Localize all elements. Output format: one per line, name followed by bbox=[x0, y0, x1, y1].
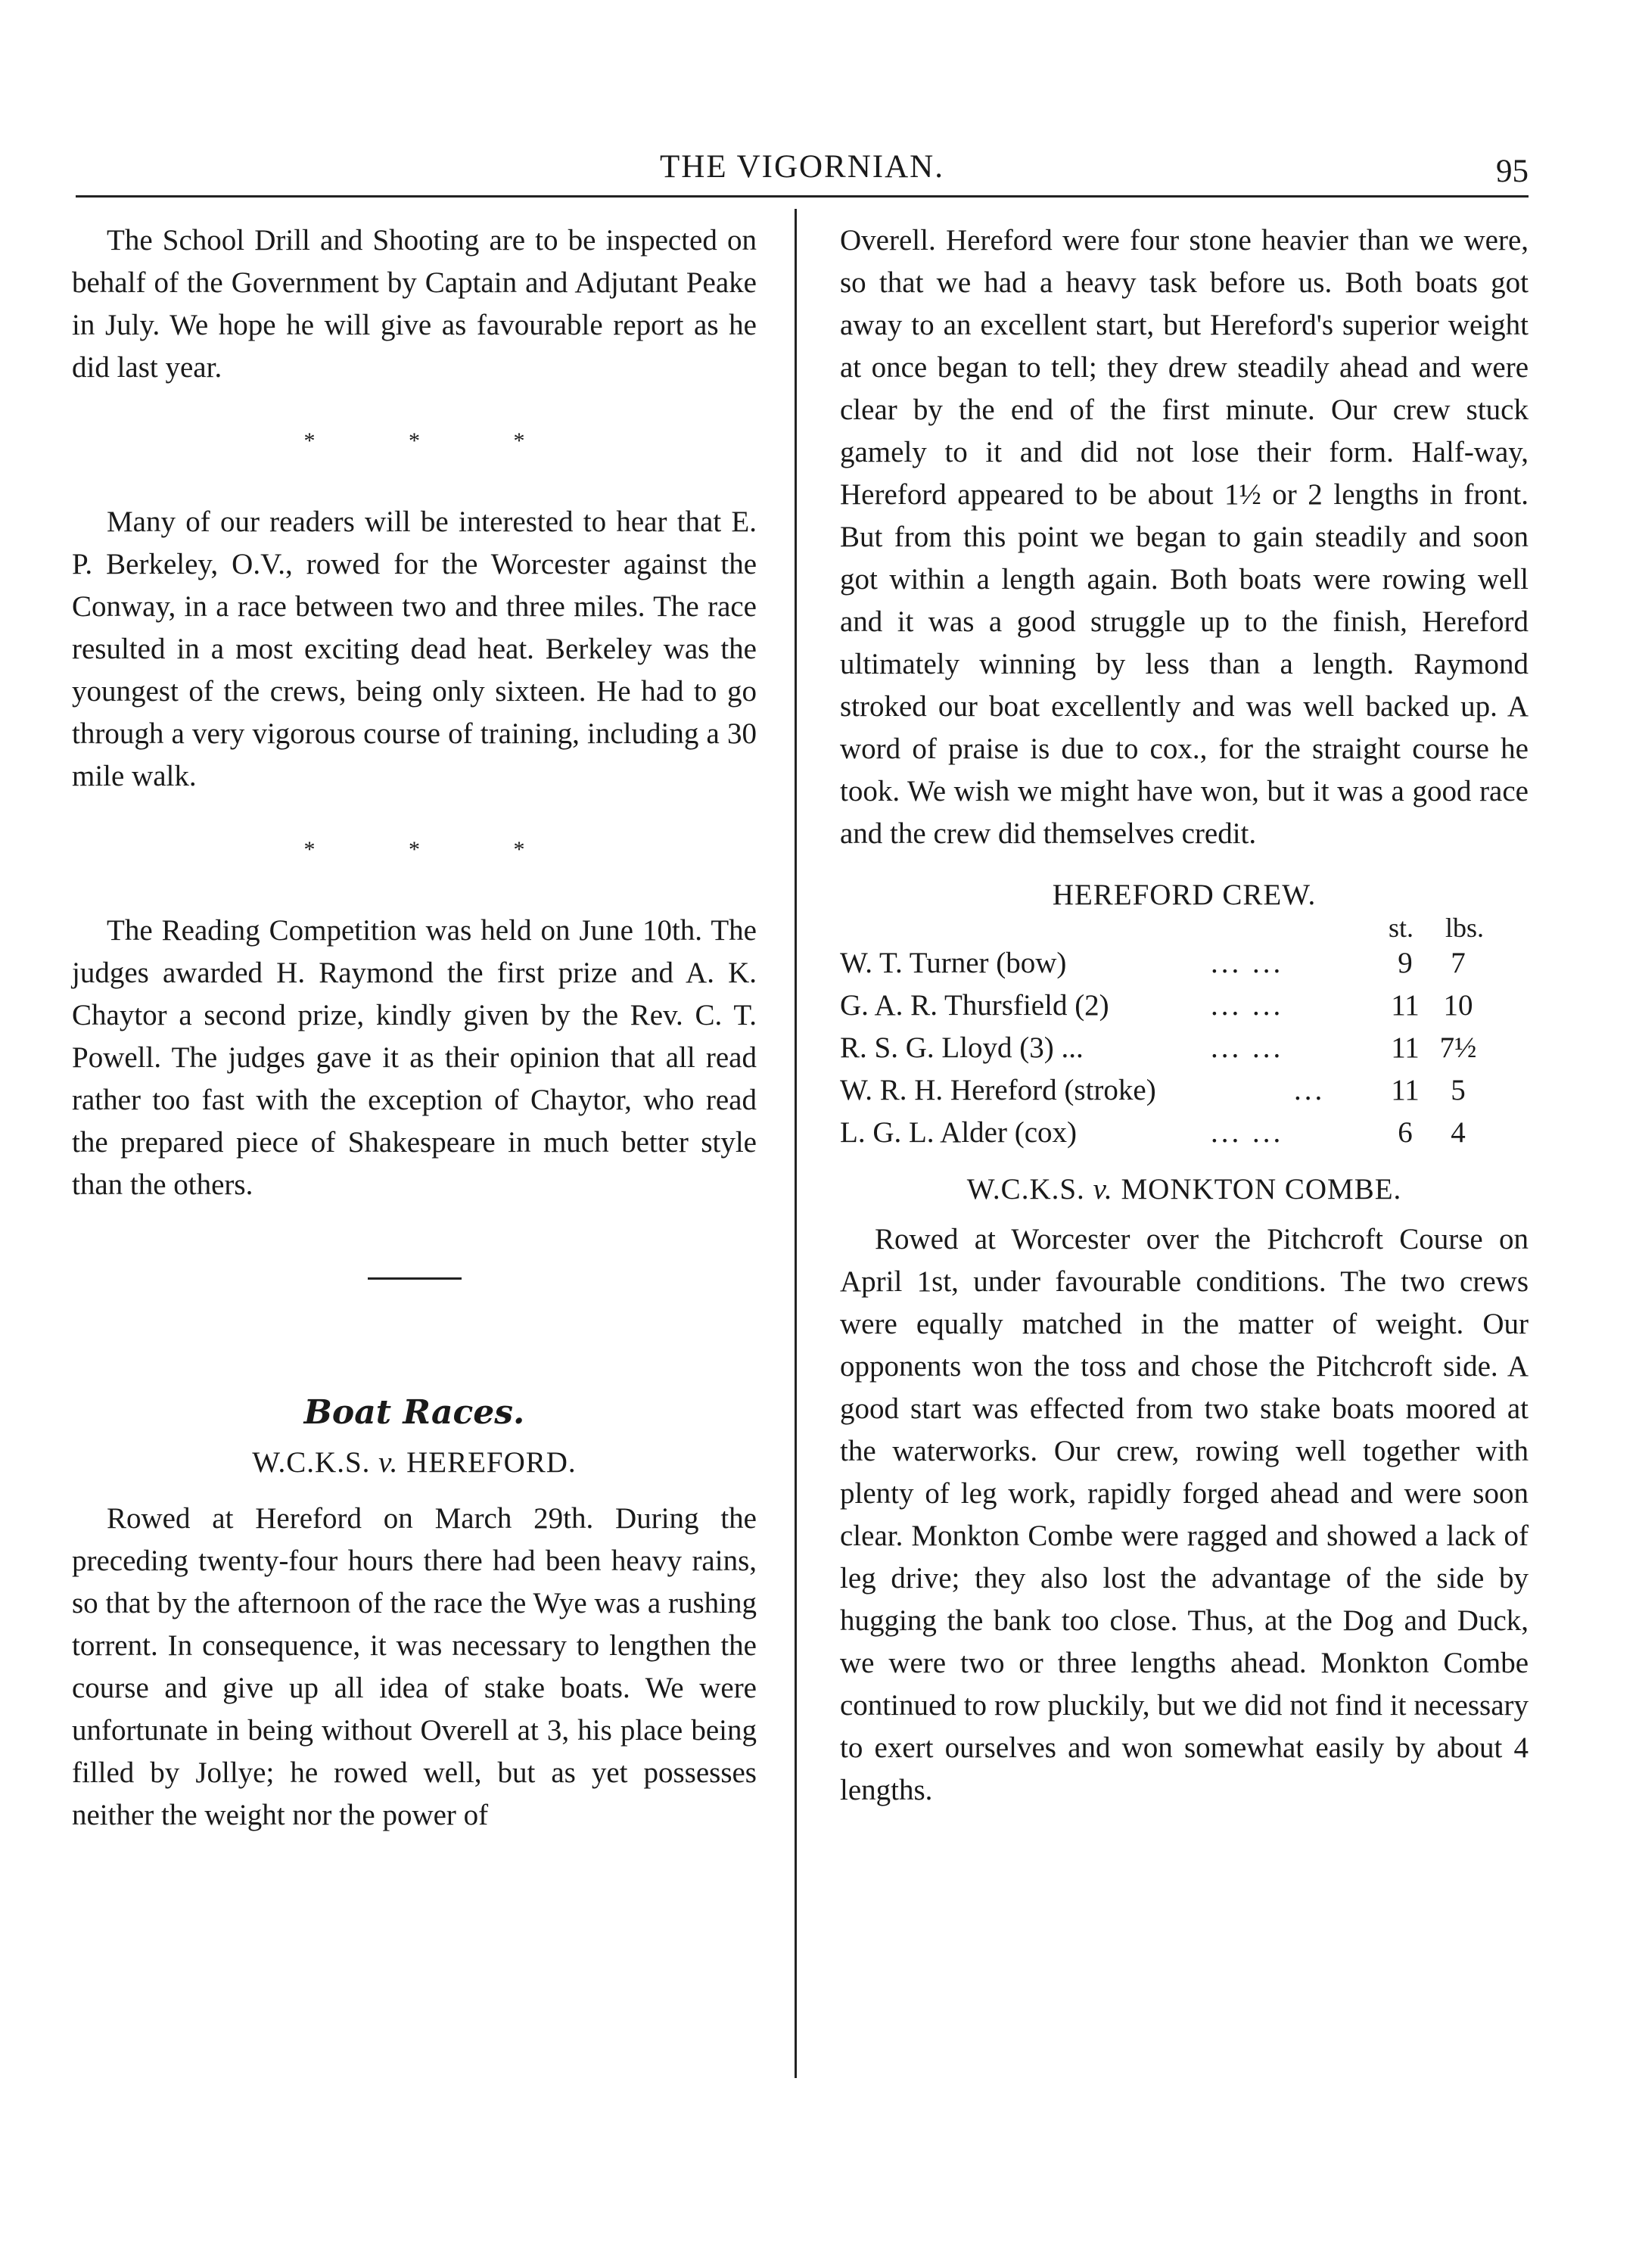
race-heading-opponent: HEREFORD. bbox=[406, 1446, 577, 1479]
crew-name: R. S. G. Lloyd (3) ... bbox=[840, 1031, 1084, 1064]
crew-pounds: 5 bbox=[1451, 1074, 1466, 1106]
header-rule bbox=[76, 195, 1529, 198]
column-divider bbox=[795, 209, 797, 2078]
page-header bbox=[76, 148, 1529, 192]
paragraph-monkton-combe-race: Rowed at Worcester over the Pitchcroft Course on April 1st, under favourable conditions. The two crews were equally matched in the matter of weight. Our opponents won the toss and chose the Pitchcroft side. A good start was effected from two stake boats moored at the waterworks. Our crew, rowing well together with plenty of leg work, rapidly forged ahead and were soon clear. Monkton Combe were ragged and showed a lack of leg drive; they also lost the advantage of the side by hugging the bank too close. Thus, at the Dog and Duck, we were two or three lengths ahead. Monkton Combe continued to row pluckily, but we did not find it necessary to exert ourselves and won somewhat easily by about 4 lengths. bbox=[840, 1223, 1529, 1806]
crew-name: L. G. L. Alder (cox) bbox=[840, 1116, 1077, 1149]
crew-pounds: 7½ bbox=[1439, 1031, 1477, 1064]
crew-units-header bbox=[840, 912, 1529, 942]
crew-stone: 9 bbox=[1398, 947, 1413, 979]
paragraph-drill: The School Drill and Shooting are to be inspected on behalf of the Government by Captain and Adjutant Peake in July. We hope he will give as favourable report as he did last year. bbox=[72, 224, 757, 384]
crew-name: W. T. Turner (bow) bbox=[840, 947, 1067, 979]
crew-leader-dots: ... bbox=[1294, 1074, 1326, 1106]
crew-pounds: 4 bbox=[1451, 1116, 1466, 1149]
crew-stone: 6 bbox=[1398, 1116, 1413, 1149]
left-column bbox=[72, 219, 757, 1837]
section-divider bbox=[368, 1277, 462, 1280]
unit-stone: st. bbox=[1389, 913, 1414, 943]
separator-stars: * * * bbox=[303, 837, 569, 862]
paragraph-hereford-race: Rowed at Hereford on March 29th. During the preceding twenty-four hours there had been heavy rains, so that by the afternoon of the race the Wye was a rushing torrent. In consequence, it was necessary to lengthen the course and give up all idea of stake boats. We were unfortunate in being without Overell at 3, his place being filled by Jollye; he rowed well, but as yet possesses neither the weight nor the power of bbox=[72, 1502, 757, 1831]
crew-pounds: 10 bbox=[1443, 989, 1473, 1022]
separator-stars: * * * bbox=[303, 428, 569, 453]
crew-row bbox=[840, 1112, 1529, 1154]
paragraph-reading-competition: The Reading Competition was held on June 10th. The judges awarded H. Raymond the first prize and A. K. Chaytor a second prize, kindly given by the Rev. C. T. Powell. The judges gave it as their opinion that all read rather too fast with the exception of Chaytor, who read the prepared piece of Shakespeare in much better style than the others. bbox=[72, 914, 757, 1201]
race-heading-school: W.C.K.S. bbox=[966, 1173, 1085, 1206]
page-number: 95 bbox=[1496, 154, 1529, 189]
crew-stone: 11 bbox=[1391, 989, 1420, 1022]
right-column bbox=[840, 219, 1529, 1812]
crew-row bbox=[840, 1027, 1529, 1069]
unit-pounds: lbs. bbox=[1445, 913, 1485, 943]
paragraph-hereford-race-continued: Overell. Hereford were four stone heavier than we were, so that we had a heavy task before us. Both boats got away to an excellent start, but Hereford's superior weight at once began to tell; they drew steadily ahead and were clear by the end of the first minute. Our crew stuck gamely to it and did not lose their form. Half-way, Hereford appeared to be about 1½ or 2 lengths in front. But from this point we began to gain steadily and soon got within a length again. Both boats were rowing well and it was a good struggle up to the finish, Hereford ultimately winning by less than a length. Raymond stroked our boat excellently and was well backed up. A word of praise is due to cox., for the straight course he took. We wish we might have won, but it was a good race and the crew did themselves credit. bbox=[840, 224, 1529, 850]
crew-leader-dots: ... ... bbox=[1211, 1031, 1284, 1064]
race-heading-school: W.C.K.S. bbox=[252, 1446, 371, 1479]
race-heading-versus: v. bbox=[378, 1446, 399, 1479]
crew-leader-dots: ... ... bbox=[1211, 989, 1284, 1022]
race-heading-versus: v. bbox=[1093, 1173, 1113, 1206]
race-heading-hereford bbox=[72, 1445, 757, 1479]
race-heading-opponent: MONKTON COMBE. bbox=[1121, 1173, 1402, 1206]
crew-heading: HEREFORD CREW. bbox=[1052, 879, 1317, 911]
crew-pounds: 7 bbox=[1451, 947, 1466, 979]
crew-row bbox=[840, 1069, 1529, 1112]
crew-leader-dots: ... ... bbox=[1211, 1116, 1284, 1149]
race-heading-monkton-combe bbox=[840, 1172, 1529, 1206]
running-title: THE VIGORNIAN. bbox=[660, 149, 944, 185]
crew-stone: 11 bbox=[1391, 1074, 1420, 1106]
crew-row bbox=[840, 942, 1529, 985]
crew-leader-dots: ... ... bbox=[1211, 947, 1284, 979]
section-title-boat-races: Boat Races. bbox=[303, 1393, 525, 1432]
crew-name: W. R. H. Hereford (stroke) bbox=[840, 1074, 1156, 1106]
paragraph-berkeley: Many of our readers will be interested to hear that E. P. Berkeley, O.V., rowed for the Worcester against the Conway, in a race between two and three miles. The race resulted in a most exciting dead heat. Berkeley was the youngest of the crews, being only sixteen. He had to go through a very vigorous course of training, including a 30 mile walk. bbox=[72, 506, 757, 792]
crew-row bbox=[840, 985, 1529, 1027]
crew-name: G. A. R. Thursfield (2) bbox=[840, 989, 1109, 1022]
crew-stone: 11 bbox=[1391, 1031, 1420, 1064]
